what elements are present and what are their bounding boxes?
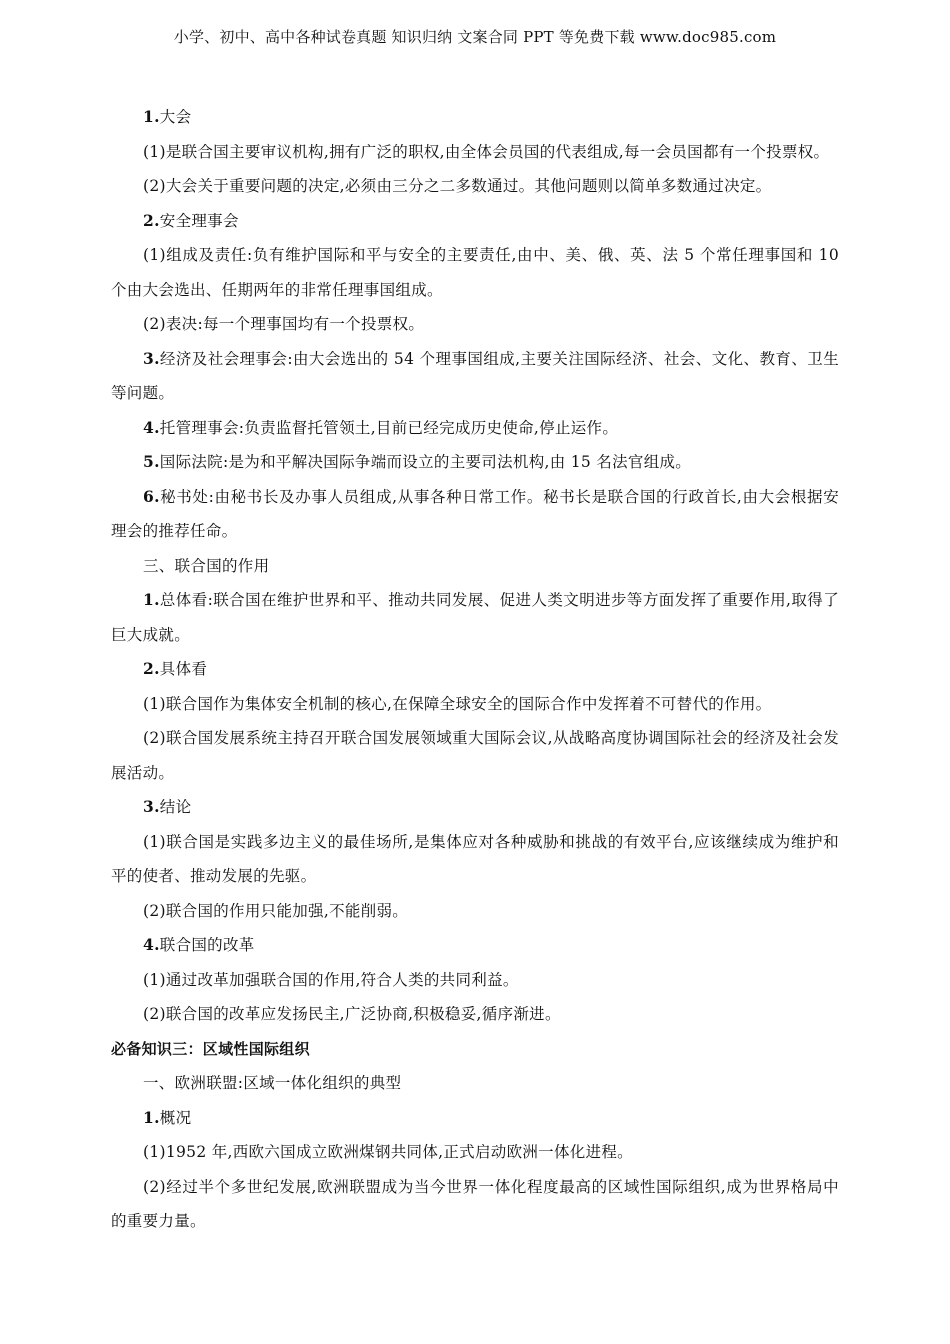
paragraph: 6.秘书处:由秘书长及办事人员组成,从事各种日常工作。秘书长是联合国的行政首长,由大会根据安理会的推荐任命。 — [111, 486, 839, 540]
paragraph: (2)联合国的作用只能加强,不能削弱。 — [143, 901, 409, 920]
paragraph: (2)大会关于重要问题的决定,必须由三分之二多数通过。其他问题则以简单多数通过决定。 — [143, 177, 772, 195]
paragraph: 5.国际法院:是为和平解决国际争端而设立的主要司法机构,由 15 名法官组成。 — [143, 452, 692, 471]
paragraph: (1)组成及责任:负有维护国际和平与安全的主要责任,由中、美、俄、英、法 5 个常任理事国和 10 个由大会选出、任期两年的非常任理事国组成。 — [111, 246, 839, 299]
paragraph: 2.具体看 — [143, 659, 208, 678]
paragraph: 1.概况 — [143, 1107, 192, 1127]
document-body — [111, 100, 839, 1239]
paragraph: 3.结论 — [143, 797, 192, 816]
paragraph: (2)表决:每一个理事国均有一个投票权。 — [143, 315, 425, 333]
paragraph: 4.托管理事会:负责监督托管领土,目前已经完成历史使命,停止运作。 — [143, 417, 619, 437]
paragraph: (1)通过改革加强联合国的作用,符合人类的共同利益。 — [143, 970, 519, 989]
page-header: 小学、初中、高中各种试卷真题 知识归纳 文案合同 PPT 等免费下载 www.doc985.com — [173, 28, 777, 46]
paragraph: (2)经过半个多世纪发展,欧洲联盟成为当今世界一体化程度最高的区域性国际组织,成为世界格局中的重要力量。 — [111, 1177, 839, 1230]
paragraph: (2)联合国发展系统主持召开联合国发展领域重大国际会议,从战略高度协调国际社会的经济及社会发展活动。 — [111, 729, 839, 782]
paragraph: (1)1952 年,西欧六国成立欧洲煤钢共同体,正式启动欧洲一体化进程。 — [143, 1143, 633, 1161]
paragraph: (1)联合国是实践多边主义的最佳场所,是集体应对各种威胁和挑战的有效平台,应该继续成为维护和平的使者、推动发展的先驱。 — [111, 832, 839, 885]
subheading: 三、联合国的作用 — [143, 556, 270, 575]
paragraph: 1.大会 — [143, 107, 192, 126]
paragraph: 3.经济及社会理事会:由大会选出的 54 个理事国组成,主要关注国际经济、社会、文化、教育、卫生等问题。 — [111, 348, 839, 402]
paragraph: (2)联合国的改革应发扬民主,广泛协商,积极稳妥,循序渐进。 — [143, 1005, 561, 1023]
paragraph: (1)联合国作为集体安全机制的核心,在保障全球安全的国际合作中发挥着不可替代的作用。 — [143, 694, 772, 713]
paragraph: 2.安全理事会 — [143, 210, 239, 230]
subheading: 一、欧洲联盟:区域一体化组织的典型 — [143, 1074, 402, 1092]
section-heading: 必备知识三：区域性国际组织 — [111, 1039, 310, 1058]
paragraph: 4.联合国的改革 — [143, 935, 255, 954]
paragraph: 1.总体看:联合国在维护世界和平、推动共同发展、促进人类文明进步等方面发挥了重要作用,取得了巨大成就。 — [111, 590, 839, 644]
paragraph: (1)是联合国主要审议机构,拥有广泛的职权,由全体会员国的代表组成,每一会员国都有一个投票权。 — [143, 142, 830, 161]
